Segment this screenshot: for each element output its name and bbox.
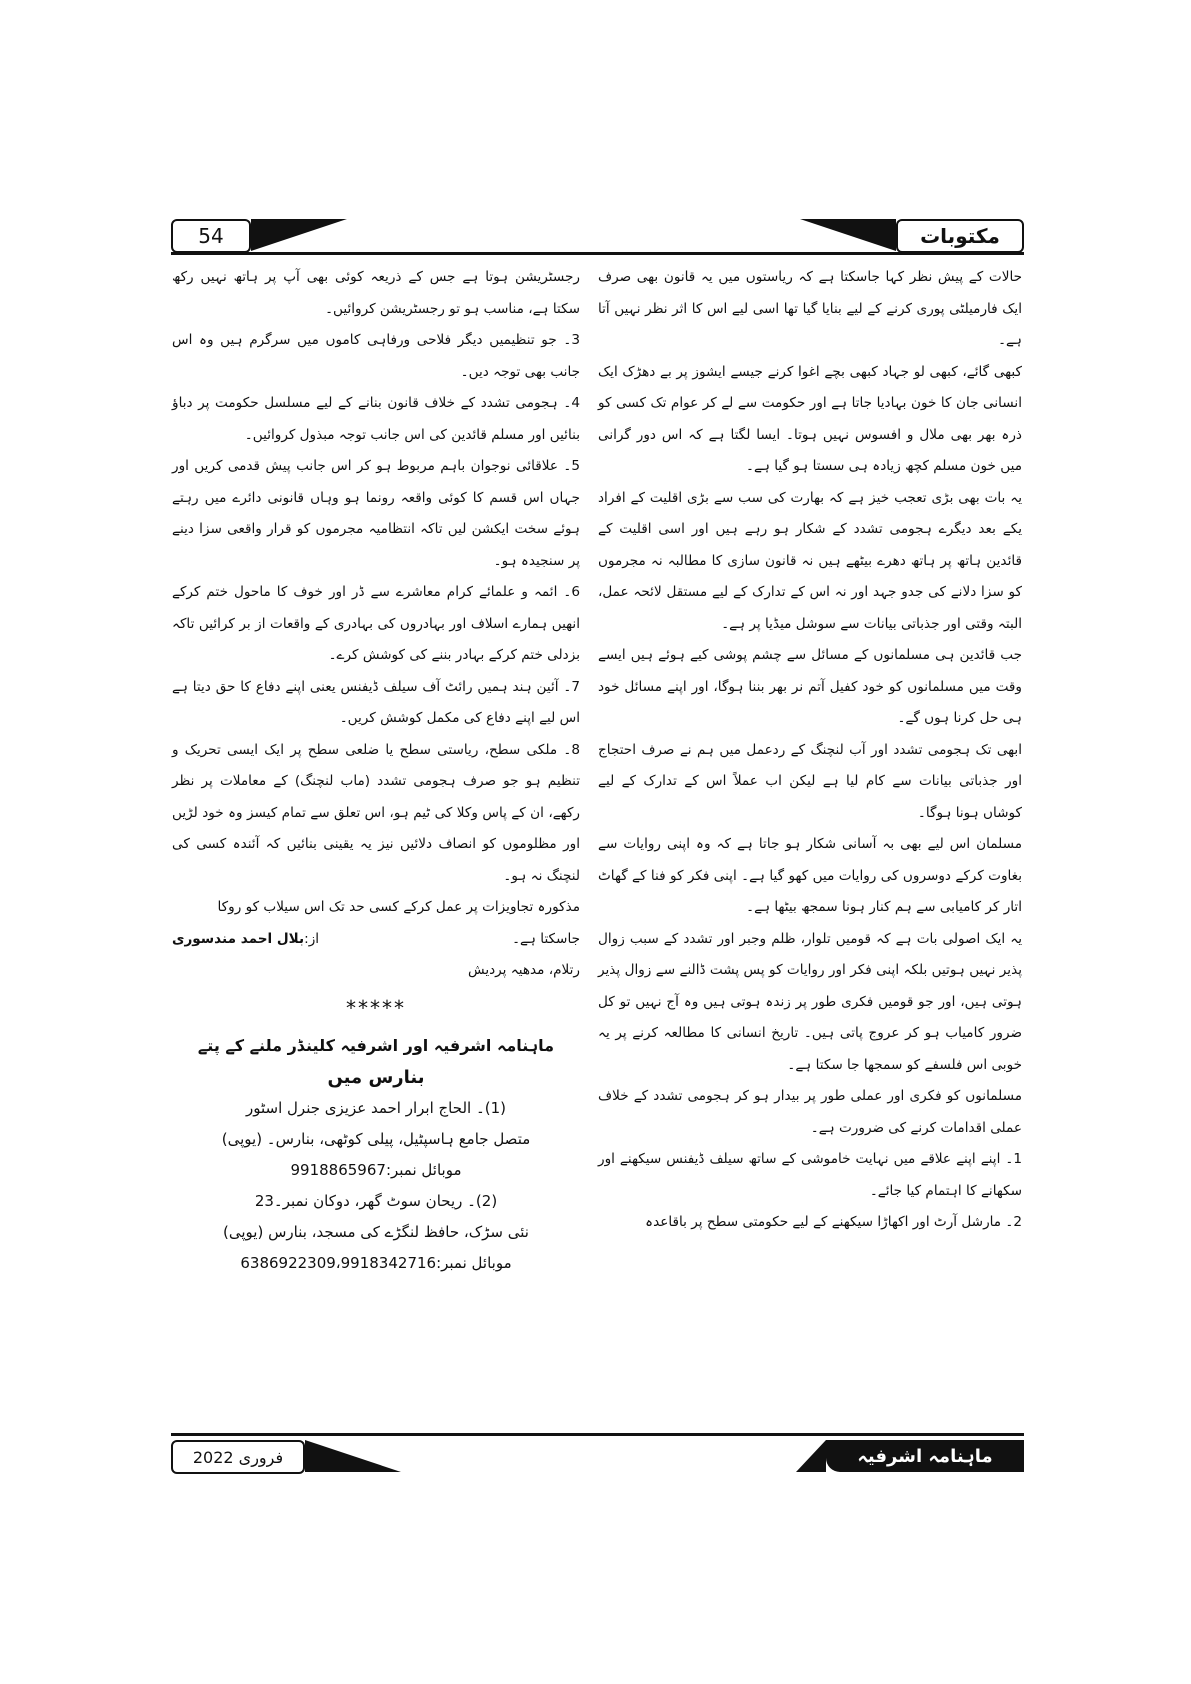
page-footer: [171, 1440, 1024, 1472]
footer-left-ornament: [305, 1440, 401, 1472]
paragraph: رجسٹریشن ہوتا ہے جس کے ذریعہ کوئی بھی آپ پر ہاتھ نہیں رکھ سکتا ہے، مناسب ہو تو رجسٹریشن کروائیں۔: [172, 269, 580, 317]
paragraph: 5۔ علاقائی نوجوان باہم مربوط ہو کر اس جانب پیش قدمی کریں اور جہاں اس قسم کا کوئی واقعہ رونما ہو وہاں قانونی دائرے میں رہتے ہوئے سخت ایکشن لیں تاکہ انتظامیہ مجرموں کو قرار واقعی سزا دینے پر سنجیدہ ہو۔: [172, 458, 580, 569]
page-header: [171, 219, 1024, 251]
phone-label: موبائل نمبر:: [436, 1254, 512, 1272]
header-rule: [171, 252, 1024, 255]
paragraph: 8۔ ملکی سطح، ریاستی سطح یا ضلعی سطح پر ایک ایسی تحریک و تنظیم ہو جو صرف ہجومی تشدد (ماب لنچنگ) کے معاملات پر نظر رکھے، ان کے پاس وکلا کی ٹیم ہو، اس تعلق سے تمام کیسز وہ خود لڑیں اور مظلوموں کو انصاف دلائیں نیز یہ یقینی بنائیں کہ آئندہ کسی کی لنچنگ نہ ہو۔: [172, 741, 580, 884]
page-number: 54: [171, 219, 251, 253]
left-column: [172, 262, 580, 1279]
address-2-phone: [172, 1248, 580, 1279]
paragraph: 1۔ اپنے اپنے علاقے میں نہایت خاموشی کے ساتھ سیلف ڈیفنس سیکھنے اور سکھانے کا اہتمام کیا جائے۔: [598, 1151, 1022, 1199]
address-2-line-1: (2)۔ ریحان سوٹ گھر، دوکان نمبر۔23: [254, 1192, 498, 1210]
signature-line: [172, 924, 580, 956]
paragraph: 3۔ جو تنظیمیں دیگر فلاحی ورفاہی کاموں میں سرگرم ہیں وہ اس جانب بھی توجہ دیں۔: [172, 332, 580, 380]
paragraph: مسلمان اس لیے بھی بہ آسانی شکار ہو جاتا ہے کہ وہ اپنی روایات سے بغاوت کرکے دوسروں کی روایات میں کھو گیا ہے۔ اپنی فکر کو فنا کے گھاٹ اتار کر کامیابی سے ہم کنار ہونا سمجھ بیٹھا ہے۔: [598, 836, 1022, 915]
address-1-line-2: متصل جامع ہاسپٹیل، پیلی کوٹھی، بنارس۔ (یوپی): [221, 1130, 531, 1148]
address-2-line-2: نئی سڑک، حافظ لنگڑے کی مسجد، بنارس (یوپی): [223, 1223, 529, 1241]
notice-title: ماہنامہ اشرفیہ اور اشرفیہ کلینڈر ملنے کے پتے: [197, 1036, 555, 1055]
section-title: مکتوبات: [896, 219, 1024, 253]
footer-rule: [171, 1433, 1024, 1436]
address-1-line-1: (1)۔ الحاج ابرار احمد عزیزی جنرل اسٹور: [246, 1099, 506, 1117]
paragraph: ابھی تک ہجومی تشدد اور آب لنچنگ کے ردعمل میں ہم نے صرف احتجاج اور جذباتی بیانات سے کام لیا ہے لیکن اب عملاً اس کے تدارک کے لیے کوشاں ہونا ہوگا۔: [598, 741, 1022, 821]
author-prefix: از:: [304, 930, 320, 947]
phone-label: موبائل نمبر:: [385, 1161, 462, 1179]
paragraph: 7۔ آئین ہند ہمیں رائٹ آف سیلف ڈیفنس یعنی اپنے دفاع کا حق دیتا ہے اس لیے اپنے دفاع کی مکمل کوشش کریں۔: [172, 678, 580, 726]
paragraph: 2۔ مارشل آرٹ اور اکھاڑا سیکھنے کے لیے حکومتی سطح پر باقاعدہ: [645, 1214, 1022, 1230]
paragraph: یہ ایک اصولی بات ہے کہ قومیں تلوار، ظلم وجبر اور تشدد کے سبب زوال پذیر نہیں ہوتیں بلکہ اپنی فکر اور روایات کو پس پشت ڈالنے سے زوال پذیر ہوتی ہیں، اور جو قومیں فکری طور پر زندہ ہوتی ہیں وہ آج نہیں تو کل ضرور کامیاب ہو کر عروج پاتی ہیں۔ تاریخ انسانی کا مطالعہ کرنے پر یہ خوبی اس فلسفے کو سمجھا جا سکتا ہے۔: [598, 930, 1022, 1073]
header-left-ornament: [251, 219, 347, 251]
address-1-phone: [172, 1155, 580, 1186]
closing-line: مذکورہ تجاویزات پر عمل کرکے کسی حد تک اس سیلاب کو روکا: [217, 899, 580, 915]
phone-number: 6386922309،9918342716: [240, 1254, 437, 1272]
paragraph: حالات کے پیش نظر کہا جاسکتا ہے کہ ریاستوں میں یہ قانون بھی صرف ایک فارمیلٹی پوری کرنے کے لیے بنایا گیا تھا اسی لیے اس کا اثر نظر نہیں آتا ہے۔: [598, 269, 1022, 348]
section-divider: *****: [346, 995, 406, 1020]
paragraph: جب قائدین ہی مسلمانوں کے مسائل سے چشم پوشی کیے ہوئے ہیں ایسے وقت میں مسلمانوں کو خود کفیل آتم نر بھر بننا ہوگا، اور اپنے مسائل خود ہی حل کرنا ہوں گے۔: [598, 647, 1022, 726]
footer-right-ornament: [796, 1440, 826, 1472]
paragraph: کبھی گائے، کبھی لو جہاد کبھی بچے اغوا کرنے جیسے ایشوز پر بے دھڑک ایک انسانی جان کا خون بہادیا جاتا ہے اور حکومت سے لے کر عوام تک کسی کو ذرہ بھر بھی ملال و افسوس نہیں ہوتا۔ ایسا لگتا ہے کہ اس دور گرانی میں خون مسلم کچھ زیادہ ہی سستا ہو گیا ہے۔: [598, 363, 1022, 474]
header-right-ornament: [800, 219, 896, 251]
issue-date: فروری 2022: [171, 1440, 305, 1474]
right-column: [598, 262, 1022, 1239]
paragraph: 4۔ ہجومی تشدد کے خلاف قانون بنانے کے لیے مسلسل حکومت پر دباؤ بنائیں اور مسلم قائدین کی اس جانب توجہ مبذول کروائیں۔: [172, 395, 580, 443]
notice-city: بنارس میں: [327, 1066, 425, 1088]
author: [172, 924, 319, 956]
closing-end: جاسکتا ہے۔: [512, 930, 580, 947]
author-name: بلال احمد مندسوری: [172, 930, 305, 947]
magazine-name: ماہنامہ اشرفیہ: [826, 1440, 1024, 1472]
phone-number: 9918865967: [290, 1161, 386, 1179]
author-location: رتلام، مدھیہ پردیش: [467, 962, 580, 978]
paragraph: 6۔ ائمہ و علمائے کرام معاشرے سے ڈر اور خوف کا ماحول ختم کرکے انھیں ہمارے اسلاف اور بہادروں کی بہادری کے واقعات از بر کرائیں تاکہ بزدلی ختم کرکے بہادر بننے کی کوشش کرے۔: [172, 584, 580, 663]
paragraph: مسلمانوں کو فکری اور عملی طور پر بیدار ہو کر ہجومی تشدد کے خلاف عملی اقدامات کرنے کی ضرورت ہے۔: [598, 1088, 1022, 1136]
paragraph: یہ بات بھی بڑی تعجب خیز ہے کہ بھارت کی سب سے بڑی اقلیت کے افراد یکے بعد دیگرے ہجومی تشدد کے شکار ہو رہے ہیں اور اسی اقلیت کے قائدین ہاتھ پر ہاتھ دھرے بیٹھے ہیں نہ قانون سازی کا مطالبہ نہ مجرموں کو سزا دلانے کی جدو جہد اور نہ اس کے تدارک کے لیے مستقل لائحہ عمل، البتہ وقتی اور جذباتی بیانات سے سوشل میڈیا پر ہے۔: [598, 489, 1022, 632]
